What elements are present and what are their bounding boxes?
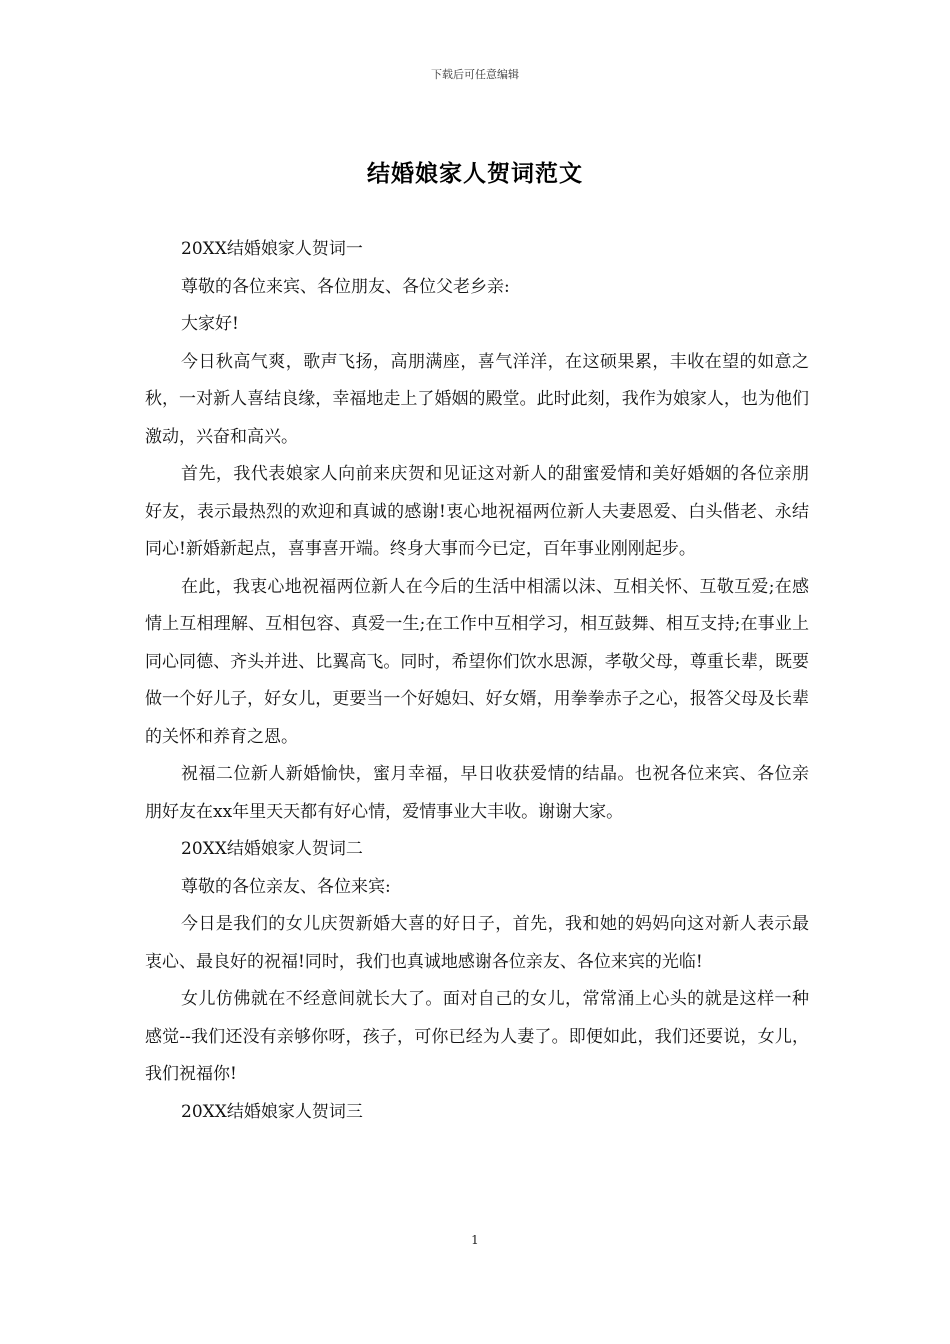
header-note: 下载后可任意编辑 [431, 68, 519, 81]
body-paragraph: 今日秋高气爽，歌声飞扬，高朋满座，喜气洋洋，在这硕果累，丰收在望的如意之秋，一对新人喜结良缘，幸福地走上了婚姻的殿堂。此时此刻，我作为娘家人，也为他们激动，兴奋和高兴。 [145, 351, 809, 447]
document-title: 结婚娘家人贺词范文 [367, 160, 583, 187]
body-paragraph: 女儿仿佛就在不经意间就长大了。面对自己的女儿，常常涌上心头的就是这样一种感觉--我们还没有亲够你呀，孩子，可你已经为人妻了。即便如此，我们还要说，女儿，我们祝福你! [145, 989, 809, 1084]
body-paragraph: 首先，我代表娘家人向前来庆贺和见证这对新人的甜蜜爱情和美好婚姻的各位亲朋好友，表示最热烈的欢迎和真诚的感谢!衷心地祝福两位新人夫妻恩爱、白头偕老、永结同心!新婚新起点，喜事喜开端。终身大事而今已定，百年事业刚刚起步。 [145, 464, 809, 559]
greeting: 大家好! [181, 314, 239, 334]
section-heading-1: 20XX结婚娘家人贺词一 [181, 239, 363, 259]
section-heading-3: 20XX结婚娘家人贺词三 [181, 1101, 363, 1122]
body-paragraph: 在此，我衷心地祝福两位新人在今后的生活中相濡以沫、互相关怀、互敬互爱;在感情上互相理解、互相包容、真爱一生;在工作中互相学习，相互鼓舞、相互支持;在事业上同心同德、齐头并进、比翼高飞。同时，希望你们饮水思源，孝敬父母，尊重长辈，既要做一个好儿子，好女儿，更要当一个好媳妇、好女婿，用拳拳赤子之心，报答父母及长辈的关怀和养育之恩。 [145, 576, 809, 747]
salutation-1: 尊敬的各位来宾、各位朋友、各位父老乡亲: [181, 276, 510, 297]
salutation-2: 尊敬的各位亲友、各位来宾: [181, 876, 391, 897]
body-paragraph: 今日是我们的女儿庆贺新婚大喜的好日子，首先，我和她的妈妈向这对新人表示最衷心、最良好的祝福!同时，我们也真诚地感谢各位亲友、各位来宾的光临! [145, 914, 809, 972]
document-body [145, 231, 809, 1131]
body-paragraph: 祝福二位新人新婚愉快，蜜月幸福，早日收获爱情的结晶。也祝各位来宾、各位亲朋好友在xx年里天天都有好心情，爱情事业大丰收。谢谢大家。 [145, 764, 809, 822]
section-heading-2: 20XX结婚娘家人贺词二 [181, 839, 363, 859]
page-number: 1 [471, 1233, 479, 1247]
